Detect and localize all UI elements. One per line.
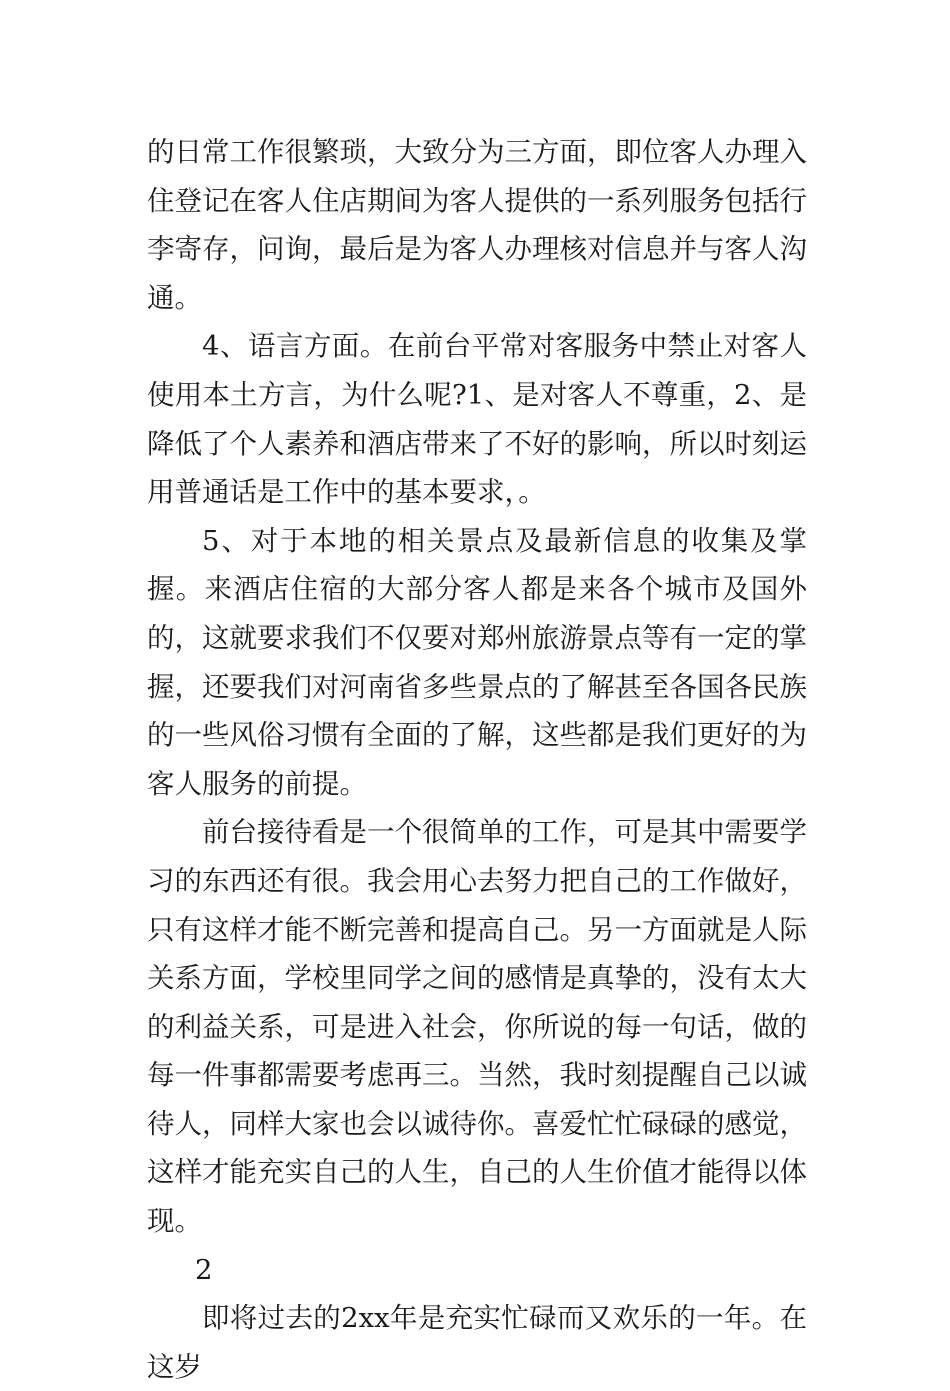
paragraph-reflection: 前台接待看是一个很简单的工作，可是其中需要学习的东西还有很。我会用心去努力把自己的工作做好，只有这样才能不断完善和提高自己。另一方面就是人际关系方面，学校里同学之间的感情是真挚的，没有太大的利益关系，可是进入社会，你所说的每一句话，做的每一件事都需要考虑再三。当然，我时刻提醒自己以诚待人，同样大家也会以诚待你。喜爱忙忙碌碌的感觉，这样才能充实自己的人生，自己的人生价值才能得以体现。 [147,816,807,1238]
document-body [147,128,807,1391]
paragraph-continued: 的日常工作很繁琐，大致分为三方面，即位客人办理入住登记在客人住店期间为客人提供的一系列服务包括行李寄存，问询，最后是为客人办理核对信息并与客人沟通。 [147,136,807,314]
section-number: 2 [195,1253,213,1286]
paragraph-next-section: 即将过去的2xx年是充实忙碌而又欢乐的一年。在这岁 [147,1302,807,1383]
paragraph-local-info: 5、对于本地的相关景点及最新信息的收集及掌握。来酒店住宿的大部分客人都是来各个城市及国外的，这就要求我们不仅要对郑州旅游景点等有一定的掌握，还要我们对河南省多些景点的了解甚至各国各民族的一些风俗习惯有全面的了解，这些都是我们更好的为客人服务的前提。 [147,524,807,800]
paragraph-language: 4、语言方面。在前台平常对客服务中禁止对客人使用本土方言，为什么呢?1、是对客人不尊重，2、是降低了个人素养和酒店带来了不好的影响，所以时刻运用普通话是工作中的基本要求，。 [147,330,807,509]
